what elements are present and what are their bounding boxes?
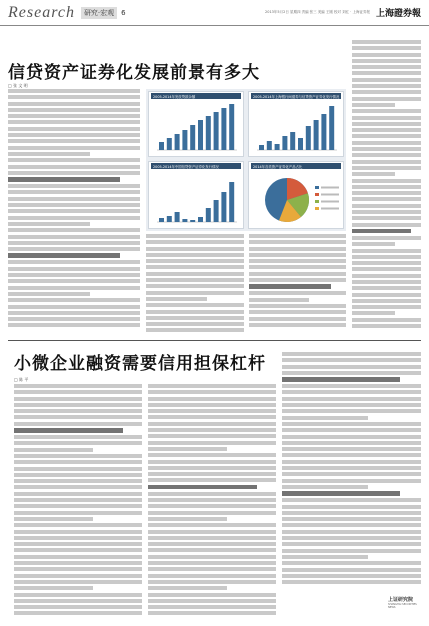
article2-title: 小微企业融资需要信用担保杠杆 <box>14 354 266 374</box>
text-line <box>148 555 276 559</box>
text-line <box>282 466 421 470</box>
text-line <box>8 114 140 118</box>
masthead-brand: Research <box>8 3 75 21</box>
text-line <box>14 586 93 590</box>
text-line <box>8 235 140 239</box>
text-line <box>14 467 142 471</box>
text-line <box>8 222 90 226</box>
article-divider <box>8 340 421 341</box>
text-line <box>146 328 244 332</box>
text-line <box>8 228 140 232</box>
text-line <box>8 139 140 143</box>
text-line <box>352 204 421 208</box>
text-line <box>8 247 140 251</box>
chart-1-title: 2005-2014年发放贷款余额 <box>151 93 241 99</box>
text-line <box>148 548 276 552</box>
chart-bar <box>259 145 264 150</box>
text-line <box>352 147 421 151</box>
page-number: 6 <box>121 8 126 17</box>
text-line <box>8 292 90 296</box>
chart-bar <box>290 132 295 150</box>
text-line <box>148 517 227 521</box>
text-line <box>14 574 142 578</box>
chart-bar <box>198 217 203 222</box>
chart-1-plot <box>149 92 245 158</box>
text-line <box>148 384 276 388</box>
text-line <box>8 108 140 112</box>
text-line <box>14 536 142 540</box>
text-line <box>352 97 421 101</box>
text-line <box>352 141 421 145</box>
chart-bar <box>175 134 180 150</box>
article1-column-1 <box>8 89 140 336</box>
text-line <box>352 223 421 227</box>
chart-4 <box>248 161 344 229</box>
text-line <box>352 166 421 170</box>
text-line <box>249 259 346 263</box>
text-line <box>8 127 140 131</box>
text-line <box>352 90 421 94</box>
text-line <box>146 291 244 295</box>
text-line <box>146 234 244 238</box>
text-line <box>282 505 421 509</box>
text-line <box>8 95 140 99</box>
footer-logo-name: 上证研究院 <box>388 597 414 603</box>
text-line <box>14 454 142 458</box>
text-line <box>14 435 142 439</box>
text-line <box>148 447 227 451</box>
text-line <box>146 316 244 320</box>
text-line <box>282 523 421 527</box>
chart-bar <box>167 138 172 150</box>
text-line <box>282 447 421 451</box>
text-line <box>352 261 421 265</box>
text-line <box>249 278 346 282</box>
text-line <box>249 240 346 244</box>
article1-title: 信贷资产证券化发展前景有多大 <box>8 63 260 83</box>
text-line <box>14 409 142 413</box>
text-line <box>14 428 123 433</box>
text-line <box>282 549 421 553</box>
chart-bar <box>159 218 164 222</box>
text-line <box>14 492 142 496</box>
text-line <box>352 255 421 259</box>
chart-3-title: 2005-2014年中国信贷资产证券化发行情况 <box>151 163 241 169</box>
text-line <box>282 460 421 464</box>
text-line <box>14 523 142 527</box>
text-line <box>14 605 142 609</box>
text-line <box>282 365 421 369</box>
legend-swatch-c <box>315 200 319 203</box>
footer-logo-sub: SHANGHAI SECURITIES NEWS <box>388 603 417 609</box>
text-line <box>148 460 276 464</box>
chart-4-plot <box>249 162 345 230</box>
text-line <box>352 109 421 113</box>
chart-bar <box>159 142 164 150</box>
text-line <box>352 65 421 69</box>
text-line <box>148 605 276 609</box>
text-line <box>8 146 140 150</box>
text-line <box>352 153 421 157</box>
text-line <box>146 310 244 314</box>
text-line <box>8 298 140 302</box>
text-line <box>14 567 142 571</box>
chart-bar <box>221 192 226 222</box>
chart-bar <box>298 138 303 150</box>
text-line <box>282 561 421 565</box>
text-line <box>352 116 421 120</box>
text-line <box>146 278 244 282</box>
text-line <box>148 561 276 565</box>
text-line <box>148 593 276 597</box>
text-line <box>282 555 368 559</box>
text-line <box>148 485 257 490</box>
text-line <box>352 242 395 246</box>
text-line <box>8 120 140 124</box>
text-line <box>14 530 142 534</box>
chart-bar <box>275 144 280 150</box>
text-line <box>14 511 142 515</box>
text-line <box>282 371 421 375</box>
chart-bar <box>214 200 219 222</box>
text-line <box>282 403 421 407</box>
text-line <box>148 390 276 394</box>
text-line <box>14 611 142 615</box>
text-line <box>352 293 421 297</box>
article1-byline: □ 张 文 明 <box>8 83 28 88</box>
article1-column-4 <box>352 40 421 336</box>
text-line <box>146 240 244 244</box>
text-line <box>14 580 142 584</box>
text-line <box>146 265 244 269</box>
chart-bar <box>306 126 311 150</box>
text-line <box>148 498 276 502</box>
text-line <box>146 297 207 301</box>
masthead <box>0 0 429 26</box>
text-line <box>8 171 140 175</box>
text-line <box>282 390 421 394</box>
chart-bar <box>229 104 234 150</box>
text-line <box>148 530 276 534</box>
charts-panel <box>146 89 346 231</box>
text-line <box>282 511 421 515</box>
chart-bar <box>206 116 211 150</box>
text-line <box>148 611 276 615</box>
text-line <box>352 299 421 303</box>
text-line <box>14 384 142 388</box>
chart-bar <box>206 208 211 222</box>
text-line <box>282 485 368 489</box>
text-line <box>14 504 142 508</box>
text-line <box>148 415 276 419</box>
text-line <box>148 441 276 445</box>
text-line <box>14 441 142 445</box>
text-line <box>282 352 421 356</box>
text-line <box>148 580 276 584</box>
text-line <box>352 229 411 234</box>
text-line <box>352 40 421 44</box>
chart-bar <box>267 141 272 150</box>
text-line <box>352 172 395 176</box>
chart-2-plot <box>249 92 345 158</box>
text-line <box>14 542 142 546</box>
text-line <box>8 305 140 309</box>
text-line <box>282 435 421 439</box>
article1-column-2 <box>146 234 244 336</box>
text-line <box>282 536 421 540</box>
chart-bar <box>221 108 226 150</box>
text-line <box>282 358 421 362</box>
text-line <box>148 428 276 432</box>
legend-swatch-d <box>315 207 319 210</box>
text-line <box>14 561 142 565</box>
legend-text-a <box>321 187 339 189</box>
chart-bar <box>314 120 319 150</box>
text-line <box>148 586 227 590</box>
text-line <box>148 434 276 438</box>
text-line <box>249 317 346 321</box>
text-line <box>249 323 346 327</box>
article2-column-3 <box>282 352 421 592</box>
text-line <box>249 265 346 269</box>
text-line <box>148 599 276 603</box>
text-line <box>282 416 368 420</box>
text-line <box>146 322 244 326</box>
text-line <box>148 478 276 482</box>
text-line <box>148 574 276 578</box>
text-line <box>148 504 276 508</box>
issue-meta: 2013年5月2日 星期四 责编 张三 美编 王刚 校对 刘红 · 上海证券报 <box>264 10 370 14</box>
text-line <box>146 247 244 251</box>
text-line <box>352 197 421 201</box>
article2-column-1 <box>14 384 142 620</box>
chart-2 <box>248 91 344 157</box>
chart-bar <box>214 112 219 150</box>
chart-bar <box>175 212 180 222</box>
text-line <box>8 184 140 188</box>
text-line <box>8 260 140 264</box>
text-line <box>282 517 421 521</box>
chart-bar <box>182 130 187 150</box>
text-line <box>14 517 93 521</box>
text-line <box>8 267 140 271</box>
text-line <box>352 103 395 107</box>
text-line <box>8 323 140 327</box>
text-line <box>282 580 421 584</box>
chart-bar <box>198 120 203 150</box>
text-line <box>352 84 421 88</box>
text-line <box>352 324 421 328</box>
text-line <box>282 542 421 546</box>
text-line <box>14 479 142 483</box>
text-line <box>8 152 90 156</box>
chart-3 <box>148 161 244 229</box>
text-line <box>352 236 421 240</box>
text-line <box>14 390 142 394</box>
text-line <box>282 441 421 445</box>
text-line <box>282 472 421 476</box>
text-line <box>282 409 421 413</box>
text-line <box>8 89 140 93</box>
text-line <box>146 253 244 257</box>
chart-1 <box>148 91 244 157</box>
text-line <box>352 78 421 82</box>
text-line <box>14 593 142 597</box>
text-line <box>282 498 421 502</box>
newspaper-logo: 上海證券報 <box>375 9 421 19</box>
text-line <box>352 210 421 214</box>
text-line <box>352 318 421 322</box>
chart-bar <box>182 219 187 222</box>
text-line <box>14 415 142 419</box>
text-line <box>148 567 276 571</box>
text-line <box>249 272 346 276</box>
text-line <box>148 536 276 540</box>
text-line <box>146 303 244 307</box>
text-line <box>249 247 346 251</box>
text-line <box>8 102 140 106</box>
text-line <box>8 203 140 207</box>
text-line <box>8 165 140 169</box>
text-line <box>148 492 276 496</box>
legend-swatch-b <box>315 193 319 196</box>
text-line <box>249 253 346 257</box>
text-line <box>14 555 142 559</box>
text-line <box>282 568 421 572</box>
chart-bar <box>190 220 195 222</box>
text-line <box>352 185 421 189</box>
text-line <box>14 473 142 477</box>
text-line <box>282 377 400 382</box>
text-line <box>352 191 421 195</box>
text-line <box>352 46 421 50</box>
text-line <box>8 241 140 245</box>
article1-column-3 <box>249 234 346 336</box>
text-line <box>146 259 244 263</box>
legend-text-c <box>321 201 339 203</box>
text-line <box>352 249 421 253</box>
text-line <box>352 280 421 284</box>
text-line <box>146 272 244 276</box>
text-line <box>352 179 421 183</box>
text-line <box>249 234 346 238</box>
text-line <box>148 472 276 476</box>
text-line <box>148 453 276 457</box>
text-line <box>8 253 120 258</box>
text-line <box>148 403 276 407</box>
article2-column-2 <box>148 384 276 620</box>
text-line <box>14 397 142 401</box>
text-line <box>8 317 140 321</box>
text-line <box>282 422 421 426</box>
text-line <box>352 311 395 315</box>
text-line <box>148 466 276 470</box>
text-line <box>249 284 331 289</box>
text-line <box>14 403 142 407</box>
text-line <box>14 548 142 552</box>
text-line <box>8 177 120 182</box>
text-line <box>282 384 421 388</box>
text-line <box>352 160 421 164</box>
text-line <box>249 298 309 302</box>
text-line <box>8 209 140 213</box>
text-line <box>282 491 400 496</box>
text-line <box>8 133 140 137</box>
text-line <box>352 274 421 278</box>
footer-logo <box>388 596 422 620</box>
text-line <box>8 273 140 277</box>
text-line <box>148 397 276 401</box>
chart-2-title: 2005-2014年上海银行间债券与信贷资产证券化发行情况 <box>253 94 340 99</box>
text-line <box>8 216 140 220</box>
chart-4-title: 2014年各类资产证券化产品占比 <box>251 163 341 169</box>
text-line <box>282 574 421 578</box>
chart-3-plot <box>149 162 245 230</box>
text-line <box>352 122 421 126</box>
text-line <box>8 158 140 162</box>
text-line <box>352 216 421 220</box>
text-line <box>8 311 140 315</box>
text-line <box>8 286 140 290</box>
text-line <box>282 428 421 432</box>
text-line <box>249 310 346 314</box>
legend-text-b <box>321 194 339 196</box>
text-line <box>352 71 421 75</box>
text-line <box>352 128 421 132</box>
text-line <box>148 409 276 413</box>
chart-bar <box>282 136 287 150</box>
text-line <box>8 279 140 283</box>
chart-bar <box>190 125 195 150</box>
text-line <box>148 422 276 426</box>
text-line <box>282 530 421 534</box>
chart-bar <box>167 216 172 222</box>
section-label: 研究·宏观 <box>81 7 117 19</box>
text-line <box>14 498 142 502</box>
text-line <box>352 134 421 138</box>
text-line <box>146 284 244 288</box>
legend-text-d <box>321 208 339 210</box>
text-line <box>352 305 421 309</box>
text-line <box>148 523 276 527</box>
chart-bar <box>329 106 334 150</box>
text-line <box>249 304 346 308</box>
text-line <box>8 190 140 194</box>
text-line <box>249 291 346 295</box>
legend-swatch-a <box>315 186 319 189</box>
text-line <box>282 453 421 457</box>
article2-byline: □ 陈 平 <box>14 377 29 382</box>
text-line <box>14 460 142 464</box>
text-line <box>282 397 421 401</box>
text-line <box>14 448 93 452</box>
text-line <box>8 197 140 201</box>
text-line <box>352 59 421 63</box>
text-line <box>148 511 276 515</box>
text-line <box>14 485 142 489</box>
text-line <box>282 479 421 483</box>
text-line <box>14 599 142 603</box>
text-line <box>352 267 421 271</box>
chart-bar <box>321 114 326 150</box>
chart-bar <box>229 182 234 222</box>
text-line <box>14 422 142 426</box>
text-line <box>148 542 276 546</box>
text-line <box>352 286 421 290</box>
text-line <box>352 53 421 57</box>
